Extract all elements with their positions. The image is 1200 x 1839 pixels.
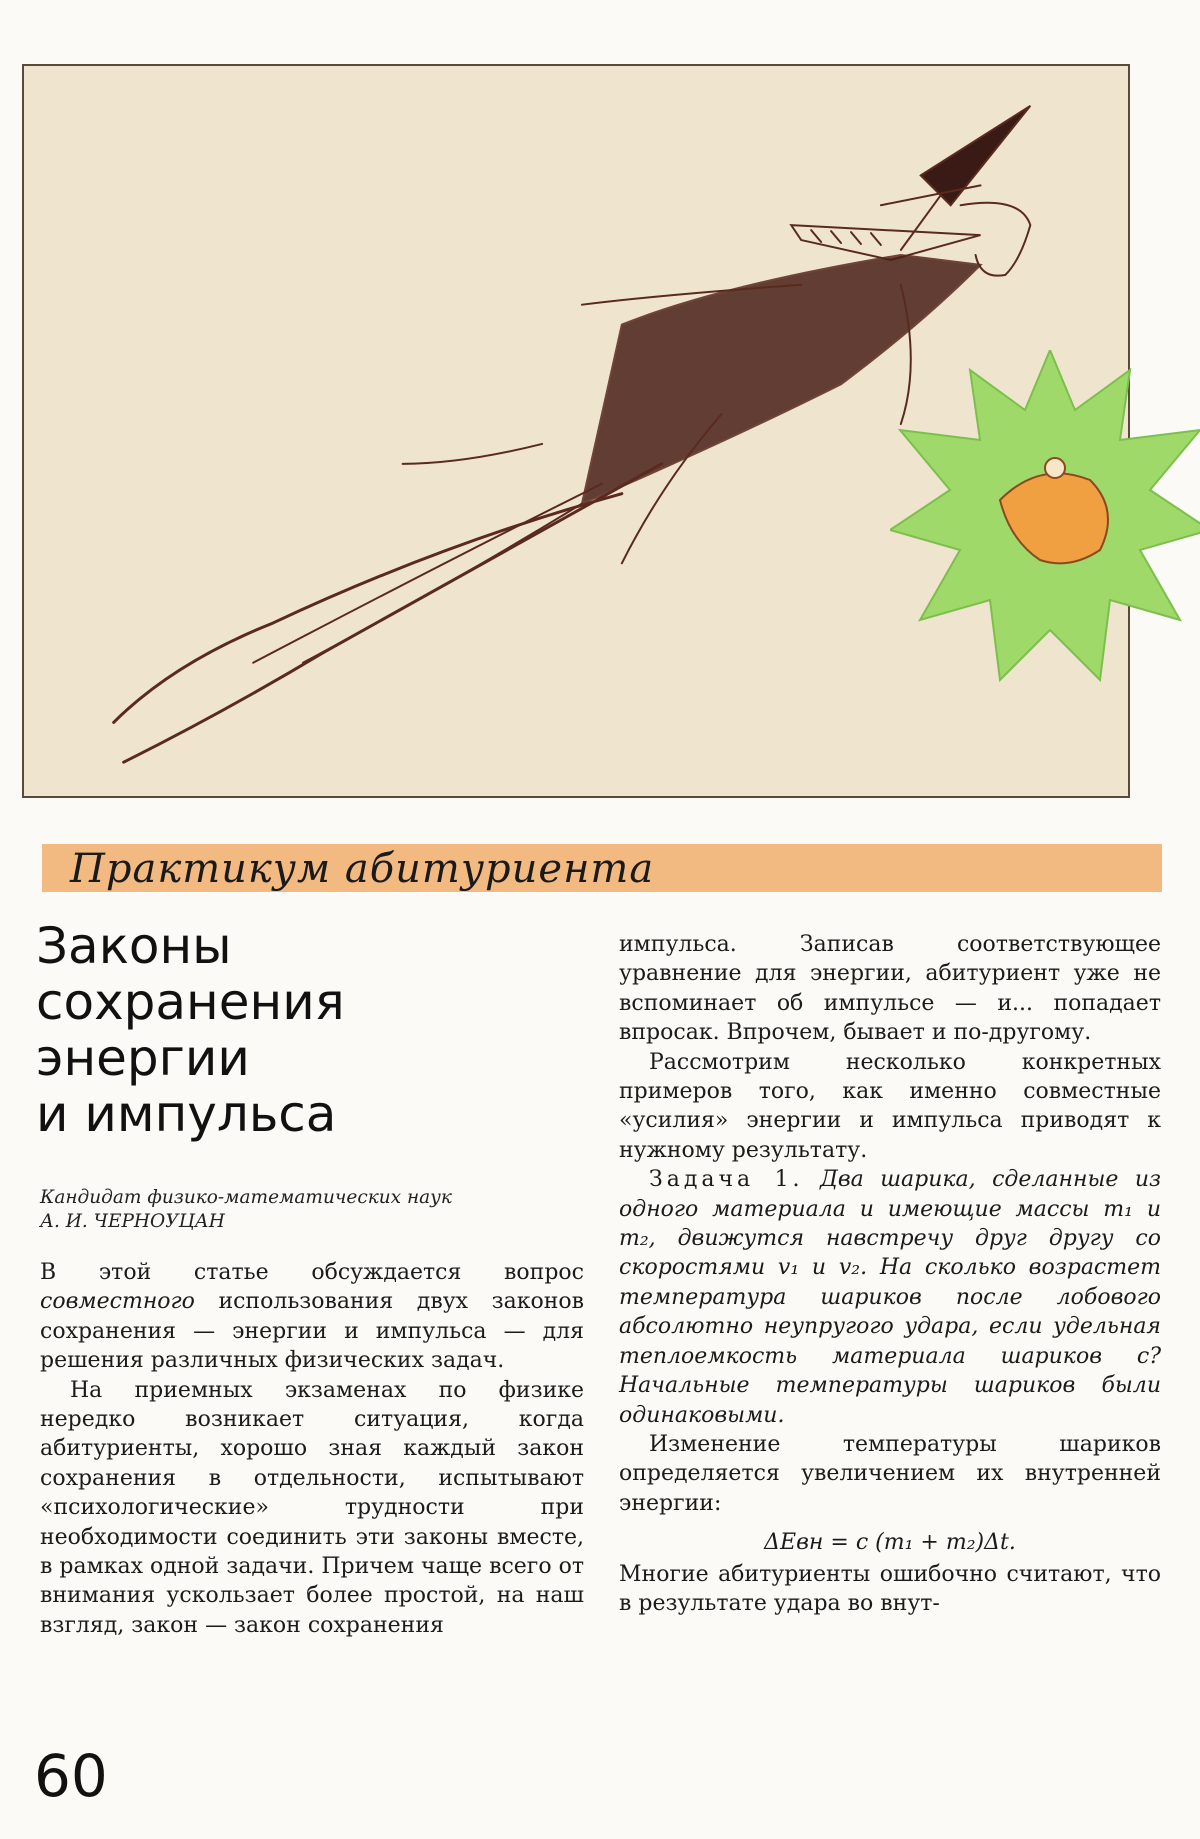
page-number: 60 (34, 1742, 108, 1810)
author-name: А. И. ЧЕРНОУЦАН (40, 1211, 225, 1232)
task-1 (619, 1165, 1161, 1430)
author-block (40, 1186, 580, 1234)
paragraph-intro (40, 1258, 584, 1376)
title-line-4: и импульса (36, 1085, 337, 1143)
text-column-2 (619, 930, 1161, 1618)
text-column-1 (40, 1258, 584, 1640)
title-line-3: энергии (36, 1029, 250, 1087)
formula-energy: ΔEвн = c (m₁ + m₂)Δt. (764, 1530, 1016, 1556)
author-credentials: Кандидат физико-математических наук (40, 1187, 452, 1208)
title-line-1: Законы (36, 917, 232, 975)
paragraph-examples: Рассмотрим несколько конкретных примеров того, как именно совместные «усилия» энергии и импульса приводят к нужному результату. (619, 1049, 1161, 1163)
paragraph-temperature: Изменение температуры шариков определяется увеличением их внутренней энергии: (619, 1431, 1161, 1516)
task-label: Задача 1. (649, 1167, 804, 1193)
title-line-2: сохранения (36, 973, 345, 1031)
section-banner-title: Практикум абитуриента (70, 846, 655, 892)
intro-text-a: В этой статье обсуждается вопрос (40, 1260, 584, 1285)
intro-emphasis: совместного (40, 1289, 195, 1315)
paragraph-continuation: Многие абитуриенты ошибочно считают, что в результате удара во внут- (619, 1561, 1161, 1616)
paragraph-exams: На приемных экзаменах по физике нередко возникает ситуация, когда абитуриенты, хорошо зная каждый закон сохранения в отдельности, испытывают «психологические» трудности при необходимости соединить эти законы вместе, в рамках одной задачи. Причем чаще всего от внимания ускользает более простой, на наш взгляд, закон — закон сохранения (40, 1377, 584, 1638)
intro-text-b: использования двух законов сохранения — энергии и импульса — для решения различных физических задач. (40, 1289, 584, 1374)
paragraph-momentum: импульса. Записав соответствующее уравнение для энергии, абитуриент уже не вспоминает об импульсе — и... попадает впросак. Впрочем, бывает и по-другому. (619, 932, 1161, 1046)
task-text: Два шарика, сделанные из одного материала и имеющие массы m₁ и m₂, движутся навстречу друг другу со скоростями v₁ и v₂. На сколько возрастет температура шариков после лобового абсолютно неупругого удара, если удельная теплоемкость материала шариков c? Начальные температуры шариков были одинаковыми. (619, 1167, 1161, 1428)
article-title (36, 918, 556, 1142)
green-star-graphic (890, 350, 1200, 690)
